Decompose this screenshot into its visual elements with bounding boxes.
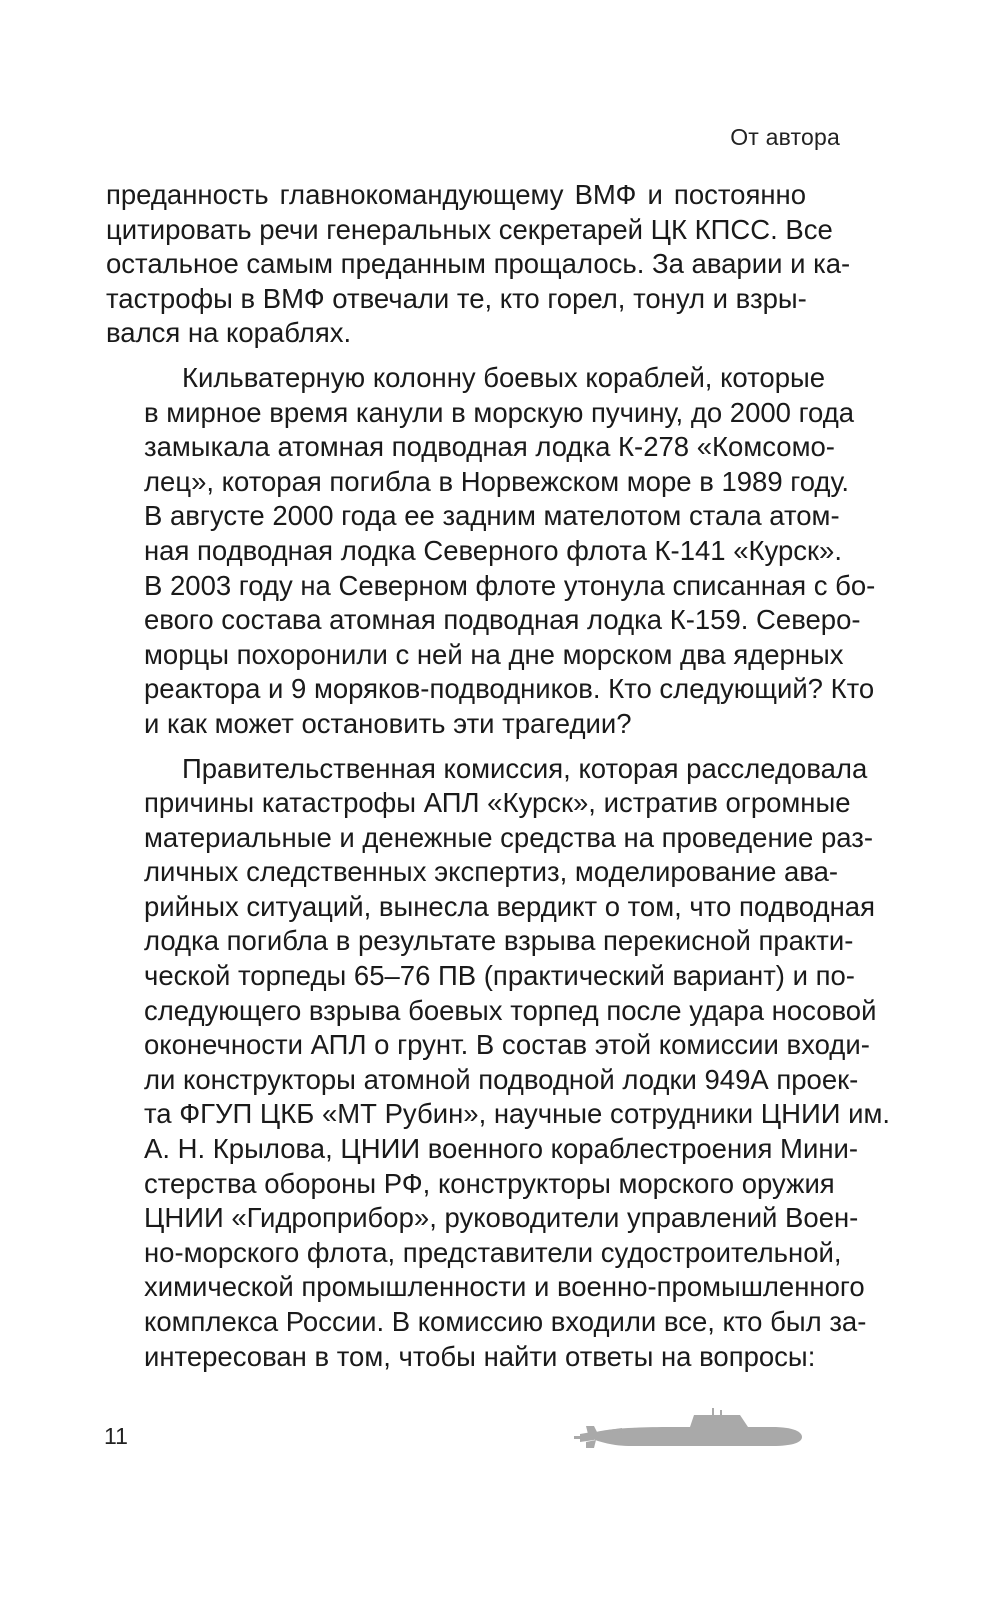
text-line: лодка погибла в результате взрыва перекисной практи-	[144, 925, 854, 957]
text-line: рийных ситуаций, вынесла вердикт о том, что подводная	[144, 890, 875, 922]
paragraph-1	[106, 178, 851, 351]
text-line: но-морского флота, представители судостроительной,	[144, 1236, 842, 1268]
text-line: личных следственных экспертиз, моделирование ава-	[144, 856, 839, 888]
page-number: 11	[104, 1423, 128, 1449]
text-line: причины катастрофы АПЛ «Курск», истратив огромные	[144, 787, 851, 819]
text-line: В 2003 году на Северном флоте утонула списанная с бо-	[144, 569, 876, 601]
text-line: евого состава атомная подводная лодка К-159. Северо-	[144, 604, 861, 636]
body-text	[106, 178, 891, 1374]
text-line: ческой торпеды 65–76 ПВ (практический вариант) и по-	[144, 960, 855, 992]
text-line: реактора и 9 моряков-подводников. Кто следующий? Кто	[144, 673, 875, 705]
text-line: следующего взрыва боевых торпед после удара носовой	[144, 994, 877, 1026]
paragraph-3	[106, 752, 891, 1375]
text-line: А. Н. Крылова, ЦНИИ военного кораблестроения Мини-	[144, 1133, 859, 1165]
text-line: лец», которая погибла в Норвежском море в 1989 году.	[144, 465, 850, 497]
text-line: та ФГУП ЦКБ «МТ Рубин», научные сотрудники ЦНИИ им.	[144, 1098, 891, 1130]
text-line: цитировать речи генеральных секретарей ЦК КПСС. Все	[106, 213, 833, 245]
text-line: в мирное время канули в морскую пучину, до 2000 года	[144, 396, 855, 428]
submarine-icon	[572, 1404, 804, 1450]
text-line: тастрофы в ВМФ отвечали те, кто горел, тонул и взры-	[106, 282, 807, 314]
text-line: преданность главнокомандующему ВМФ и постоянно	[106, 179, 806, 210]
running-head: От автора	[730, 124, 840, 150]
text-line: и как может остановить эти трагедии?	[144, 707, 632, 739]
text-line: комплекса России. В комиссию входили все, кто был за-	[144, 1306, 867, 1337]
text-line: химической промышленности и военно-промышленного	[144, 1271, 865, 1303]
text-line: ная подводная лодка Северного флота К-141 «Курск».	[144, 534, 842, 566]
text-line: материальные и денежные средства на проведение раз-	[144, 821, 874, 853]
text-line: Правительственная комиссия, которая расследовала	[182, 752, 868, 784]
text-line: ЦНИИ «Гидроприбор», руководители управлений Воен-	[144, 1202, 859, 1234]
text-line: стерства обороны РФ, конструкторы морского оружия	[144, 1167, 835, 1199]
text-line: ли конструкторы атомной подводной лодки 949А проек-	[144, 1063, 859, 1095]
text-line: остальное самым преданным прощалось. За аварии и ка-	[106, 248, 851, 280]
text-line: В августе 2000 года ее задним мателотом стала атом-	[144, 500, 840, 532]
text-line: замыкала атомная подводная лодка К-278 «Комсомо-	[144, 431, 835, 463]
text-line: оконечности АПЛ о грунт. В состав этой комиссии входи-	[144, 1029, 870, 1061]
paragraph-2	[106, 361, 876, 742]
text-line: морцы похоронили с ней на дне морском два ядерных	[144, 638, 844, 670]
text-line: интересован в том, чтобы найти ответы на вопросы:	[144, 1340, 816, 1372]
text-line: вался на кораблях.	[106, 317, 352, 349]
text-line: Кильватерную колонну боевых кораблей, которые	[182, 361, 826, 393]
